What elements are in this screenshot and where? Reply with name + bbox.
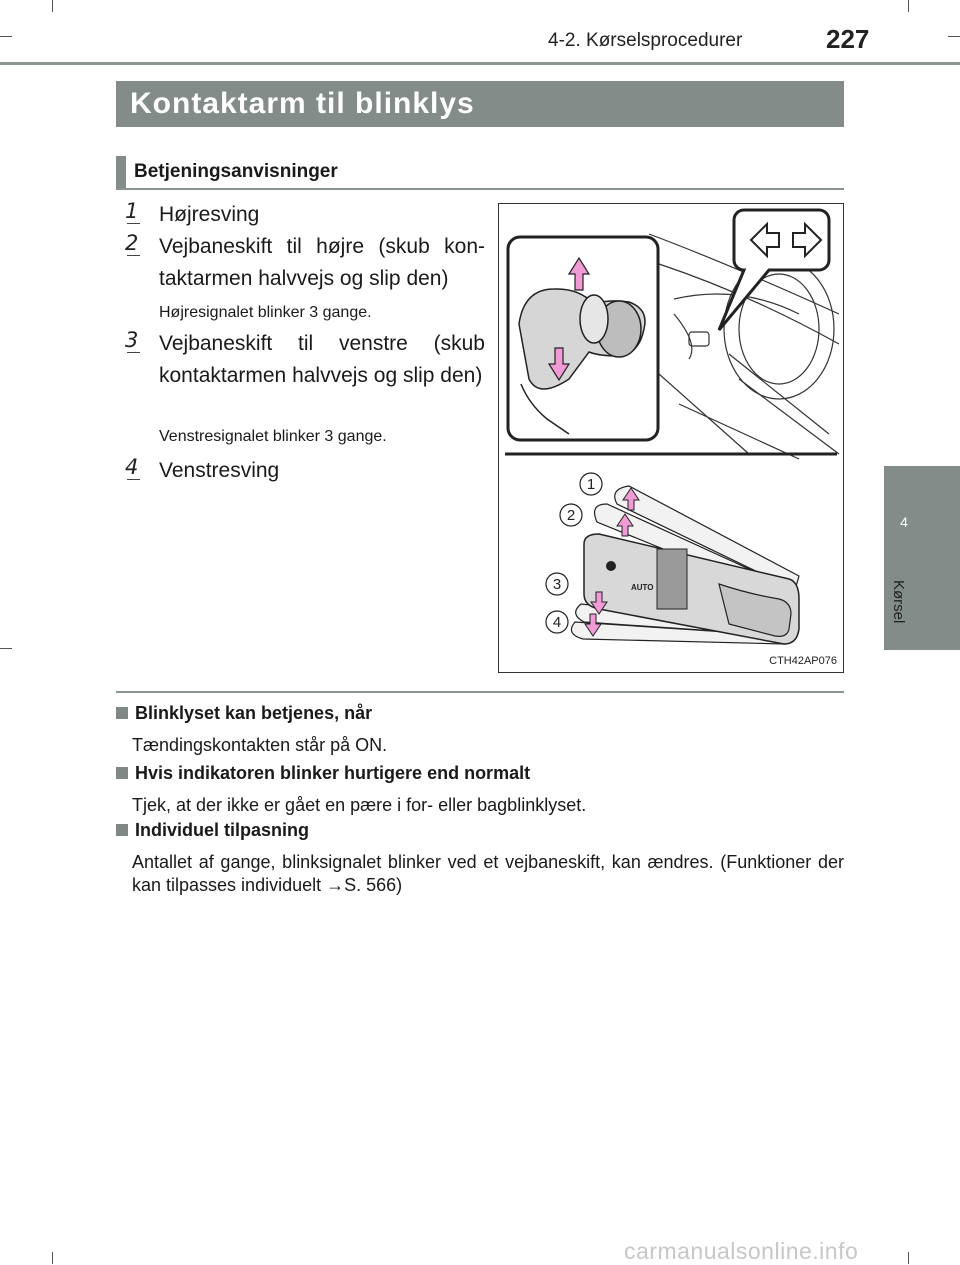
subheading bbox=[116, 156, 844, 190]
page-title: Kontaktarm til blinklys bbox=[116, 81, 844, 127]
info-heading-text: Individuel tilpasning bbox=[135, 820, 310, 840]
step-text: Venstresving bbox=[159, 459, 280, 482]
info-body: Tjek, at der ikke er gået en pære i for- eller bagblinklyset. bbox=[132, 795, 587, 815]
turn-signal-illustration bbox=[498, 203, 844, 673]
callout-2: 2 bbox=[566, 507, 576, 524]
chapter-label: Kørsel bbox=[890, 580, 907, 624]
callout-1: 1 bbox=[586, 476, 596, 493]
step-number: 2 bbox=[125, 231, 139, 255]
info-heading-text: Hvis indikatoren blinker hurtigere end normalt bbox=[135, 763, 531, 783]
info-heading-text: Blinklyset kan betjenes, når bbox=[135, 703, 373, 723]
crop-mark bbox=[52, 1252, 53, 1264]
step-number: 4 bbox=[125, 455, 139, 479]
illustration-code: CTH42AP076 bbox=[769, 655, 837, 667]
info-block bbox=[116, 763, 844, 817]
section-divider bbox=[116, 691, 844, 693]
step-3 bbox=[125, 328, 485, 392]
crop-mark bbox=[0, 36, 12, 37]
subheading-bar bbox=[116, 156, 126, 188]
step-text: Vejbaneskift til højre (skub kon-taktarmen halvvejs og slip den) bbox=[159, 235, 485, 290]
step-2 bbox=[125, 231, 485, 295]
subheading-text: Betjeningsanvisninger bbox=[134, 161, 338, 182]
crop-mark bbox=[908, 1252, 909, 1264]
header-rule bbox=[0, 62, 960, 65]
crop-mark bbox=[0, 648, 12, 649]
step-note: Højresignalet blinker 3 gange. bbox=[159, 304, 372, 321]
crop-mark bbox=[908, 0, 909, 12]
auto-label: AUTO bbox=[631, 583, 654, 592]
crop-mark bbox=[948, 36, 960, 37]
step-text: Vejbaneskift til venstre (skub kontaktarmen halvvejs og slip den) bbox=[159, 332, 485, 387]
footer-watermark: carmanualsonline.info bbox=[624, 1238, 859, 1264]
bullet-square-icon bbox=[116, 767, 128, 779]
step-4 bbox=[125, 455, 485, 487]
info-heading bbox=[116, 703, 844, 724]
info-heading bbox=[116, 763, 844, 784]
info-block bbox=[116, 703, 844, 757]
info-block bbox=[116, 820, 844, 897]
callout-4: 4 bbox=[552, 614, 562, 631]
step-number: 3 bbox=[125, 328, 139, 352]
step-text: Højresving bbox=[159, 203, 260, 226]
illustration-drawing bbox=[499, 204, 843, 672]
step-1 bbox=[125, 199, 485, 231]
bullet-square-icon bbox=[116, 707, 128, 719]
page-number: 227 bbox=[826, 24, 870, 54]
step-note: Venstresignalet blinker 3 gange. bbox=[159, 428, 387, 445]
info-body: Antallet af gange, blinksignalet blinker ved et vejbaneskift, kan ændres. (Funktioner der kan tilpasses individuelt →S. 566) bbox=[132, 852, 844, 895]
crop-mark bbox=[52, 0, 53, 12]
callout-bubble bbox=[719, 210, 829, 330]
callout-3: 3 bbox=[552, 576, 562, 593]
info-body: Tændingskontakten står på ON. bbox=[132, 735, 388, 755]
chapter-number: 4 bbox=[900, 514, 908, 530]
bullet-square-icon bbox=[116, 824, 128, 836]
info-heading bbox=[116, 820, 844, 841]
step-number: 1 bbox=[125, 199, 139, 223]
section-title: 4-2. Kørselsprocedurer bbox=[548, 30, 743, 51]
